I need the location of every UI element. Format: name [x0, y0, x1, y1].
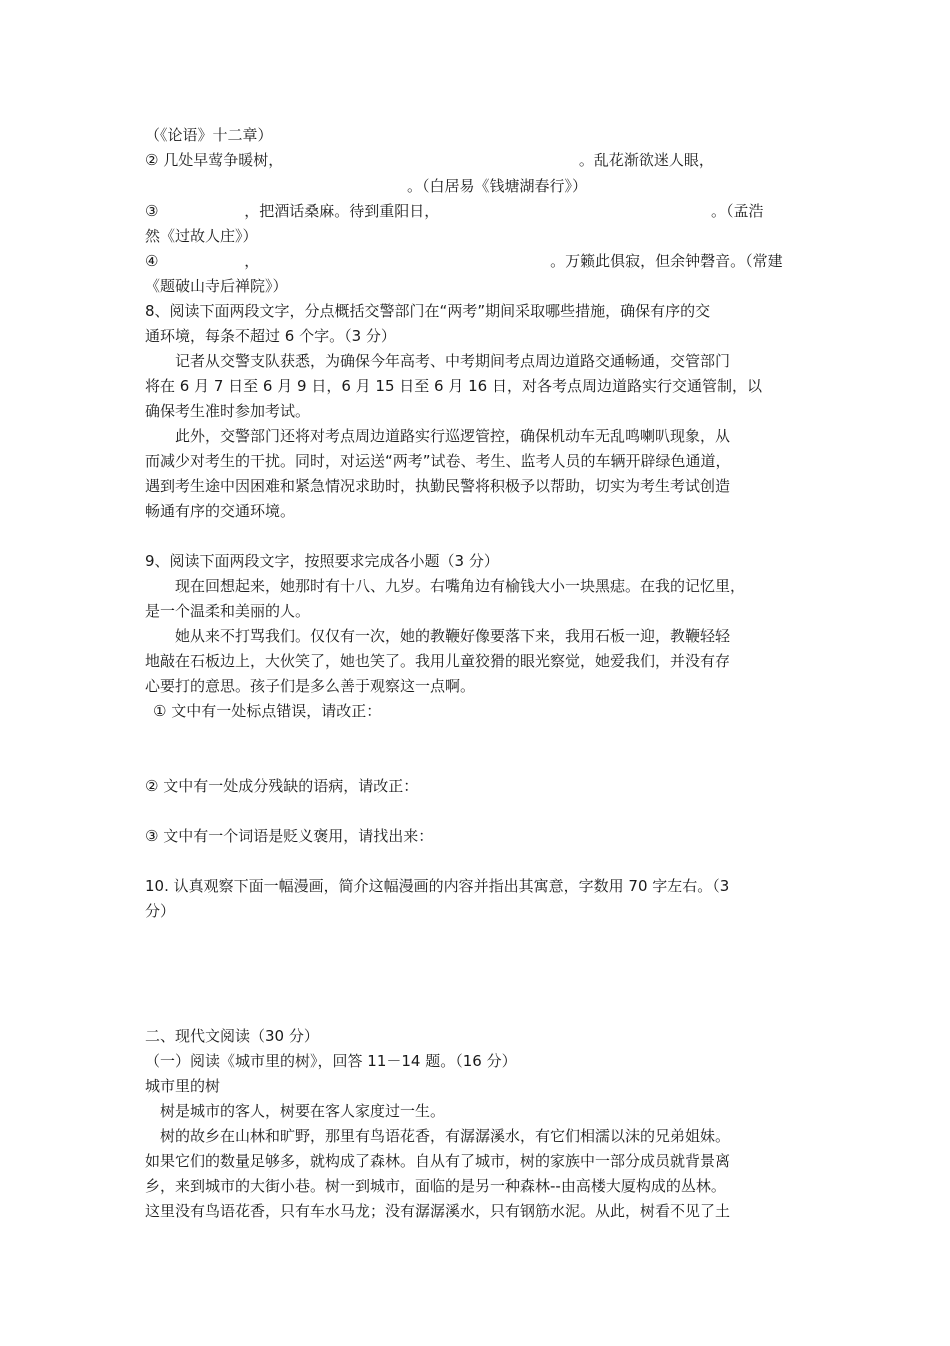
poem-blank-4-line1: ④ ， 。万籁此俱寂，但余钟磬音。（常建	[145, 252, 783, 270]
poem-source-lunyu: （《论语》十二章）	[145, 126, 273, 144]
article-p2-line1: 树的故乡在山林和旷野，那里有鸟语花香，有潺潺溪水，有它们相濡以沫的兄弟姐妹。	[160, 1127, 731, 1145]
q8-passage-p2-line2: 而减少对考生的干扰。同时，对运送“两考”试卷、考生、监考人员的车辆开辟绿色通道，	[145, 452, 731, 470]
q9-passage-p1-line2: 是一个温柔和美丽的人。	[145, 602, 311, 620]
question-8-prompt: 8、阅读下面两段文字，分点概括交警部门在“两考”期间采取哪些措施，确保有序的交	[145, 302, 711, 320]
article-p2-line2: 如果它们的数量足够多，就构成了森林。自从有了城市，树的家族中一部分成员就背景离	[145, 1152, 731, 1170]
poem-blank-2-line1: ② 几处早莺争暖树， 。乱花渐欲迷人眼，	[145, 151, 714, 169]
q9-passage-p2-line2: 地敲在石板边上，大伙笑了，她也笑了。我用儿童狡猾的眼光察觉，她爱我们，并没有存	[145, 652, 731, 670]
question-10-prompt-cont: 分）	[145, 902, 176, 920]
poem-blank-2-line2: 。（白居易《钱塘湖春行》）	[407, 177, 588, 195]
q9-passage-p1-line1: 现在回想起来，她那时有十八、九岁。右嘴角边有榆钱大小一块黑痣。在我的记忆里，	[175, 577, 746, 595]
q9-sub-1: ① 文中有一处标点错误，请改正：	[153, 702, 382, 720]
question-9-prompt: 9、阅读下面两段文字，按照要求完成各小题（3 分）	[145, 552, 499, 570]
subsection-1-heading: （一）阅读《城市里的树》，回答 11－14 题。（16 分）	[145, 1052, 517, 1070]
q8-passage-p2-line1: 此外，交警部门还将对考点周边道路实行巡逻管控，确保机动车无乱鸣喇叭现象，从	[175, 427, 731, 445]
q9-sub-2: ② 文中有一处成分残缺的语病，请改正：	[145, 777, 419, 795]
q9-sub-3: ③ 文中有一个词语是贬义褒用，请找出来：	[145, 827, 434, 845]
question-8-prompt-cont: 通环境，每条不超过 6 个字。（3 分）	[145, 327, 396, 345]
q8-passage-p1-line3: 确保考生准时参加考试。	[145, 402, 311, 420]
poem-blank-4-line2: 《题破山寺后禅院》）	[145, 277, 288, 295]
article-title: 城市里的树	[145, 1077, 221, 1095]
section-2-heading: 二、现代文阅读（30 分）	[145, 1027, 319, 1045]
article-p2-line3: 乡，来到城市的大街小巷。树一到城市，面临的是另一种森林--由高楼大厦构成的丛林。	[145, 1177, 726, 1195]
q8-passage-p2-line4: 畅通有序的交通环境。	[145, 502, 296, 520]
q9-passage-p2-line3: 心要打的意思。孩子们是多么善于观察这一点啊。	[145, 677, 476, 695]
q8-passage-p1-line1: 记者从交警支队获悉，为确保今年高考、中考期间考点周边道路交通畅通，交管部门	[175, 352, 731, 370]
article-p1: 树是城市的客人，树要在客人家度过一生。	[160, 1102, 446, 1120]
question-10-prompt: 10. 认真观察下面一幅漫画，简介这幅漫画的内容并指出其寓意，字数用 70 字左右。（3	[145, 877, 730, 895]
q9-passage-p2-line1: 她从来不打骂我们。仅仅有一次，她的教鞭好像要落下来，我用石板一迎，教鞭轻轻	[175, 627, 731, 645]
poem-blank-3-line1: ③ ，把酒话桑麻。待到重阳日， 。（孟浩	[145, 202, 764, 220]
article-p2-line4: 这里没有鸟语花香，只有车水马龙；没有潺潺溪水，只有钢筋水泥。从此，树看不见了土	[145, 1202, 731, 1220]
q8-passage-p2-line3: 遇到考生途中因困难和紧急情况求助时，执勤民警将积极予以帮助，切实为考生考试创造	[145, 477, 731, 495]
q8-passage-p1-line2: 将在 6 月 7 日至 6 月 9 日，6 月 15 日至 6 月 16 日，对各考点周边道路实行交通管制，以	[145, 377, 762, 395]
poem-blank-3-line2: 然《过故人庄》）	[145, 227, 258, 245]
